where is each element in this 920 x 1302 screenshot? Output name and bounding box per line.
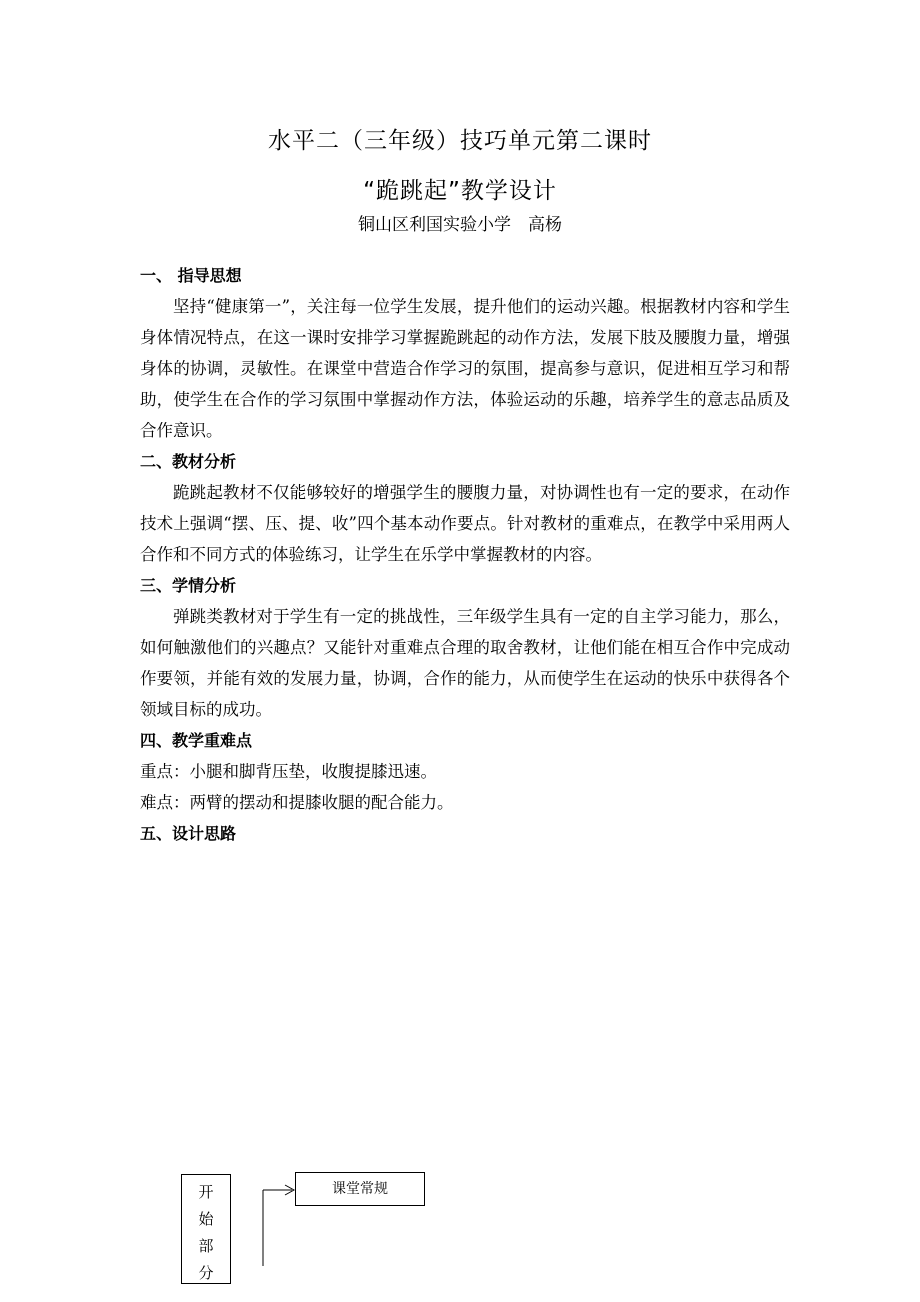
section-heading-learner-analysis: 三、学情分析 (140, 576, 237, 595)
document-body (140, 260, 790, 849)
key-point-line: 重点：小腿和脚背压垫，收腹提膝迅速。 (140, 762, 437, 781)
section-paragraph-guiding-ideology: 坚持“健康第一”，关注每一位学生发展，提升他们的运动兴趣。根据教材内容和学生身体情况特点，在这一课时安排学习掌握跪跳起的动作方法，发展下肢及腰腹力量，增强身体的协调，灵敏性。在课堂中营造合作学习的氛围，提高参与意识，促进相互学习和帮助，使学生在合作的学习氛围中掌握动作方法，体验运动的乐趣，培养学生的意志品质及合作意识。 (140, 297, 790, 440)
author-line: 铜山区利国实验小学 高杨 (358, 215, 562, 235)
section-heading-key-difficult-points: 四、教学重难点 (140, 731, 253, 750)
section-heading-material-analysis: 二、教材分析 (140, 452, 237, 471)
section-heading-design-ideas: 五、设计思路 (140, 824, 237, 843)
flowchart-start-char: 始 (198, 1210, 214, 1228)
flowchart-start-char: 分 (198, 1264, 214, 1282)
section-heading-guiding-ideology: 一、 指导思想 (140, 266, 242, 285)
difficult-point-line: 难点：两臂的摆动和提膝收腿的配合能力。 (140, 793, 454, 812)
document-title: 水平二（三年级）技巧单元第二课时 (268, 128, 652, 154)
document-subtitle: “跪跳起”教学设计 (363, 178, 557, 204)
flowchart-start-char: 开 (198, 1183, 214, 1201)
section-paragraph-learner-analysis: 弹跳类教材对于学生有一定的挑战性，三年级学生具有一定的自主学习能力，那么，如何触激他们的兴趣点？又能针对重难点合理的取舍教材，让他们能在相互合作中完成动作要领，并能有效的发展力量，协调，合作的能力，从而使学生在运动的快乐中获得各个领域目标的成功。 (140, 607, 790, 719)
flowchart-start-char: 部 (198, 1237, 214, 1255)
flowchart-connector-arrow (250, 1176, 300, 1271)
flowchart-start-box (181, 1174, 231, 1284)
flowchart-routine-box: 课堂常规 (295, 1172, 425, 1206)
section-paragraph-material-analysis: 跪跳起教材不仅能够较好的增强学生的腰腹力量，对协调性也有一定的要求，在动作技术上强调“摆、压、提、收”四个基本动作要点。针对教材的重难点，在教学中采用两人合作和不同方式的体验练习，让学生在乐学中掌握教材的内容。 (140, 483, 790, 564)
